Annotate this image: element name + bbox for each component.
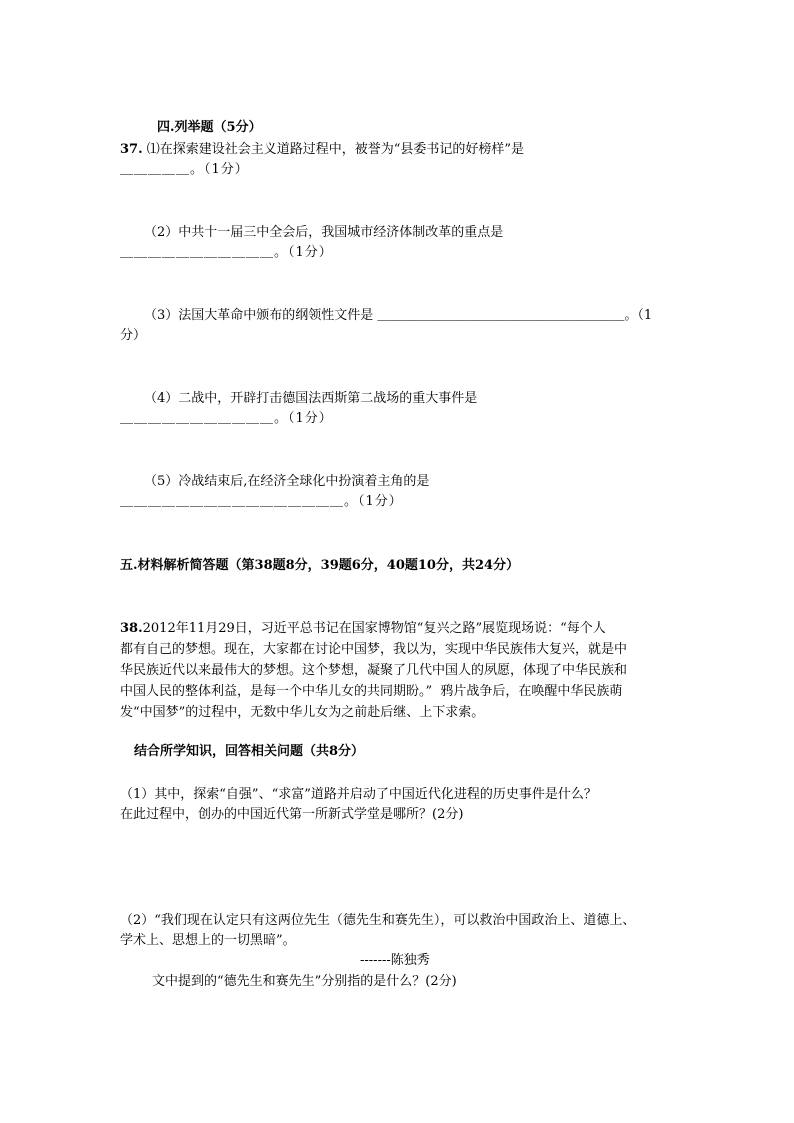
- q38-material-line3: 华民族近代以来最伟大的梦想。这个梦想，凝聚了几代中国人的夙愿，体现了中华民族和: [120, 663, 628, 678]
- section5-heading: 五.材料解析简答题（第38题8分，39题6分，40题10分，共24分）: [120, 558, 520, 573]
- q37-number: 37.: [120, 142, 143, 157]
- q37-part3-line1: （3）法国大革命中颁布的纲领性文件是 ＿＿＿＿＿＿＿＿＿＿＿＿＿＿＿＿＿＿＿。（1: [144, 308, 653, 323]
- q37-part4-blank: ＿＿＿＿＿＿＿＿＿＿＿。（1分）: [120, 411, 333, 426]
- q37-part1-blank: ＿＿＿＿＿。（1分）: [120, 162, 249, 177]
- q38-material-text1: 2012年11月29日，习近平总书记在国家博物馆“复兴之路”展览现场说：“每个人: [142, 621, 606, 636]
- q37-part1-line1: [120, 140, 524, 160]
- q38-sub1-line1: （1）其中，探索“自强”、“求富”道路并启动了中国近代化进程的历史事件是什么？: [120, 787, 597, 802]
- q38-material-line1: [120, 619, 606, 639]
- q37-part5-blank: ＿＿＿＿＿＿＿＿＿＿＿＿＿＿＿＿。（1分）: [120, 494, 403, 509]
- q37-part1-text: ⑴在探索建设社会主义道路过程中，被誉为“县委书记的好榜样”是: [146, 142, 525, 157]
- q38-material-line2: 都有自己的梦想。现在，大家都在讨论中国梦，我以为，实现中华民族伟大复兴，就是中: [120, 642, 628, 657]
- q37-part5-line1: （5）冷战结束后,在经济全球化中扮演着主角的是: [144, 474, 430, 489]
- q37-part2-line1: （2）中共十一届三中全会后，我国城市经济体制改革的重点是: [144, 225, 504, 240]
- q38-sub2-line1: （2）“我们现在认定只有这两位先生（德先生和赛先生），可以救治中国政治上、道德上、: [120, 913, 636, 928]
- q38-sub2-question: 文中提到的“德先生和赛先生”分别指的是什么？(2分): [152, 974, 457, 989]
- q38-sub2-source: -------陈独秀: [360, 953, 430, 968]
- q37-part4-line1: （4）二战中，开辟打击德国法西斯第二战场的重大事件是: [144, 391, 478, 406]
- q38-sub1-line2: 在此过程中，创办的中国近代第一所新式学堂是哪所？(2分): [120, 807, 464, 822]
- q38-instruction: 结合所学知识，回答相关问题（共8分）: [134, 744, 365, 759]
- q38-material-line5: 发“中国梦”的过程中，无数中华儿女为之前赴后继、上下求索。: [120, 705, 485, 720]
- q38-number: 38.: [120, 621, 143, 636]
- q38-sub2-line2: 学术上、思想上的一切黑暗”。: [120, 933, 296, 948]
- q38-material-line4: 中国人民的整体利益，是每一个中华儿女的共同期盼。” 鸦片战争后，在唤醒中华民族萌: [120, 684, 623, 699]
- q37-part2-blank: ＿＿＿＿＿＿＿＿＿＿＿。（1分）: [120, 245, 333, 260]
- section4-heading: 四.列举题（5分）: [157, 120, 262, 135]
- q37-part3-line2: 分）: [120, 328, 147, 343]
